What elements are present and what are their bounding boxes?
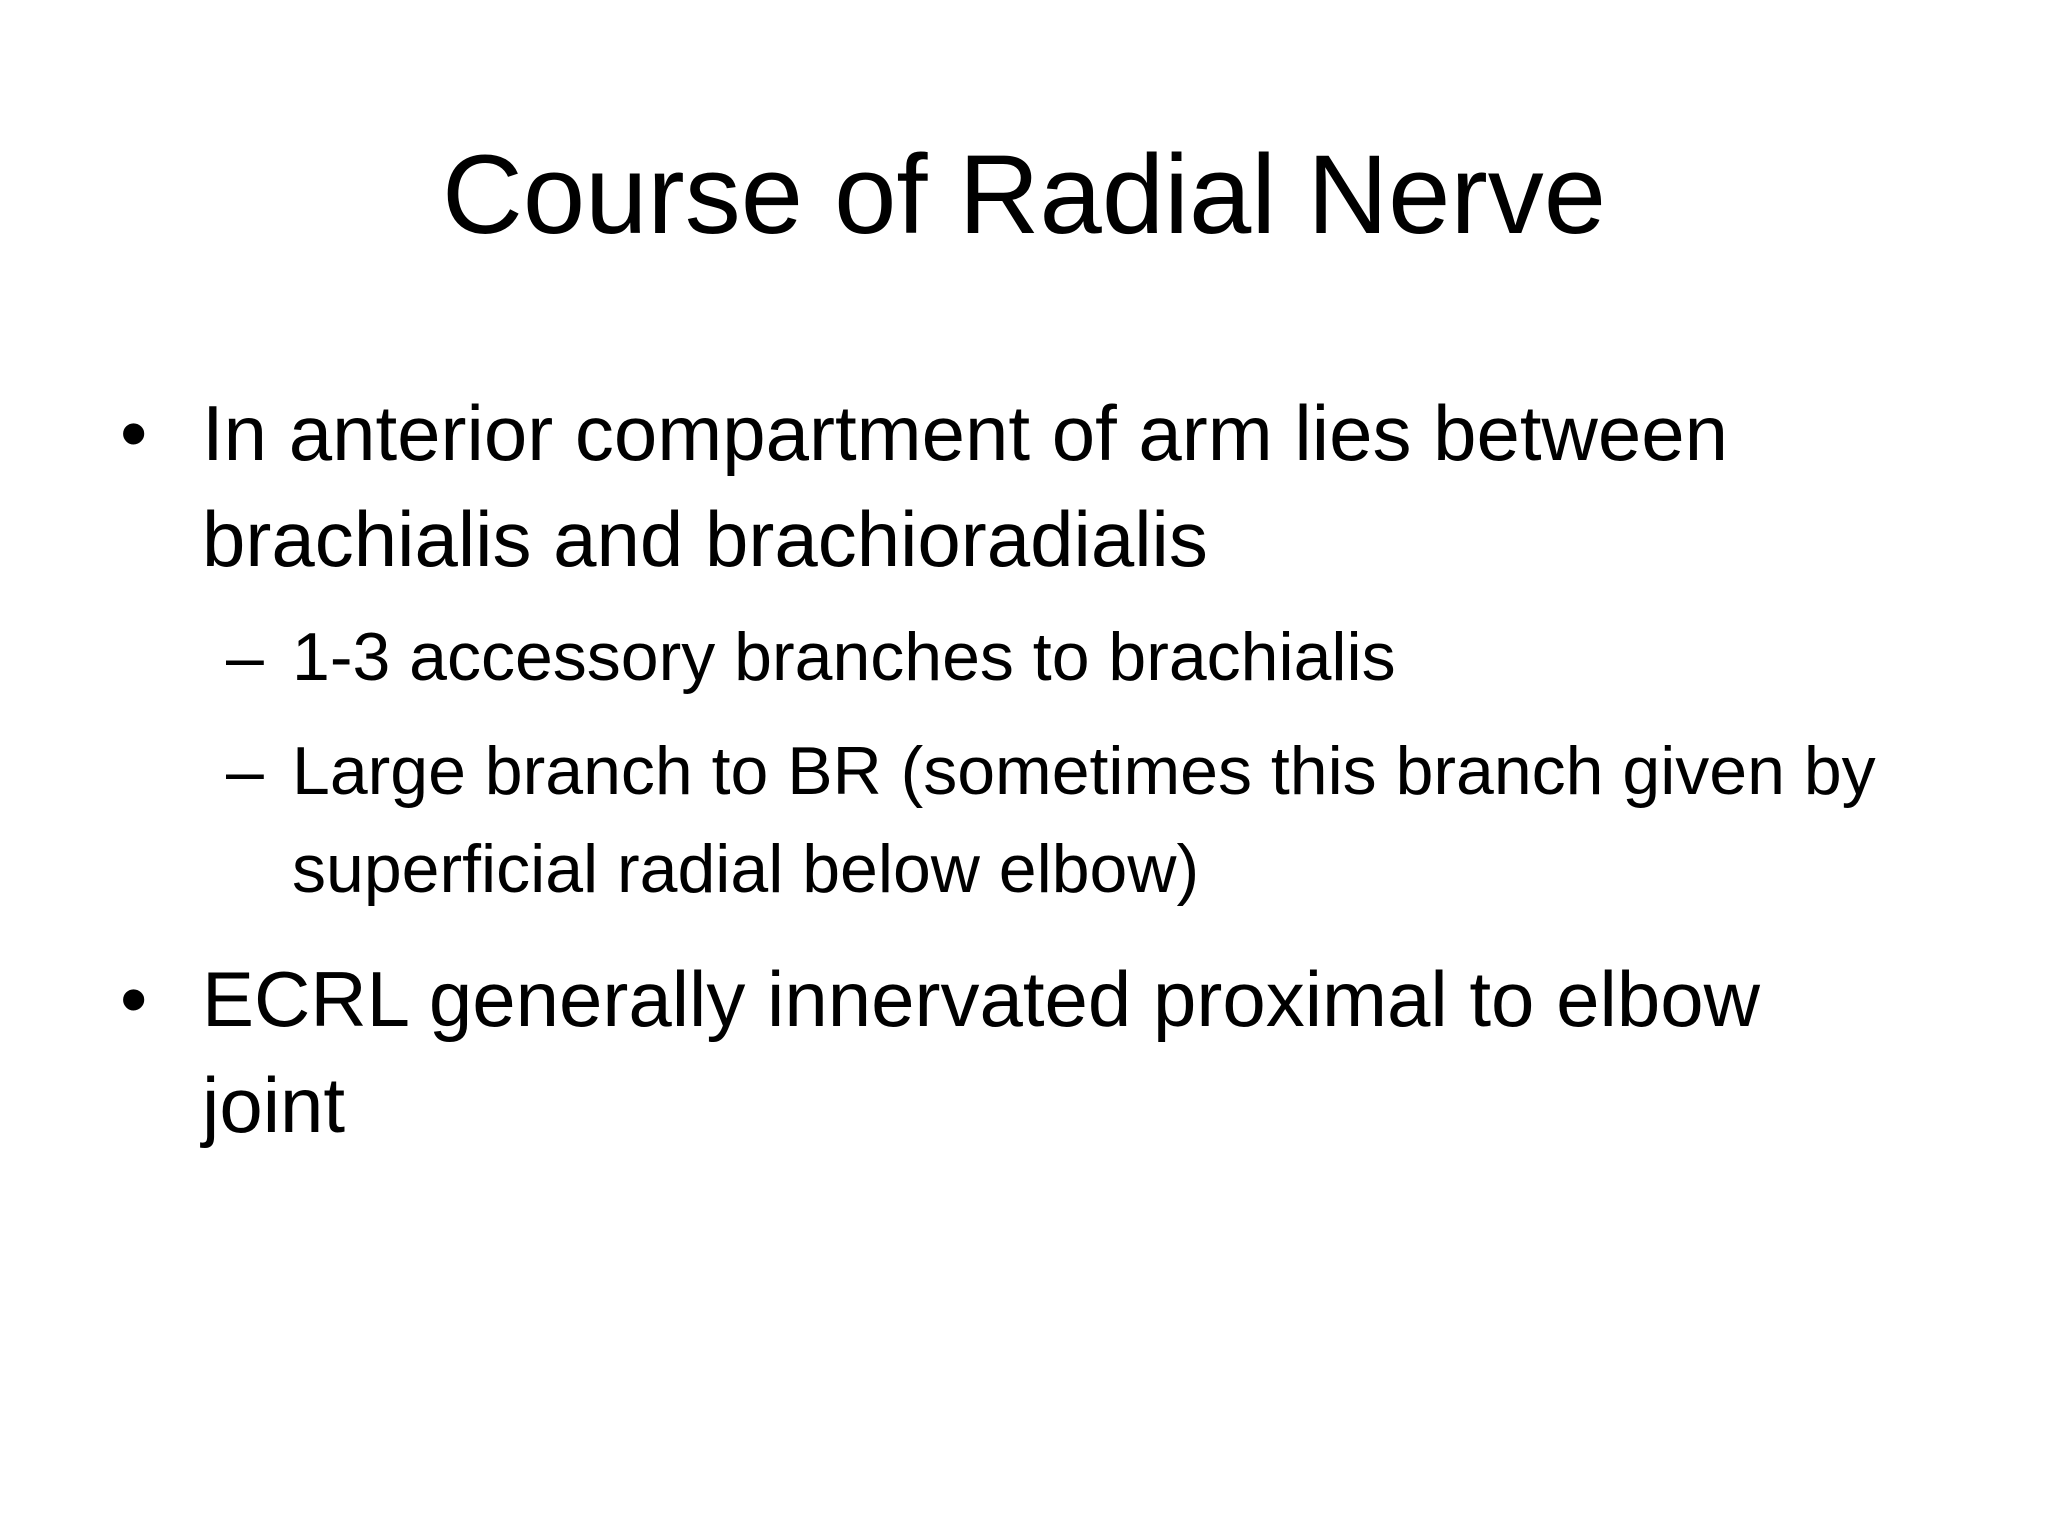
bullet-item (120, 380, 1920, 592)
bullet-text: In anterior compartment of arm lies between brachialis and brachioradialis (202, 389, 1729, 583)
bullet-item (120, 946, 1920, 1158)
dash-icon: – (226, 619, 264, 695)
bullet-icon: • (120, 955, 148, 1043)
sub-bullet-item (120, 722, 1920, 918)
sub-bullet-text: Large branch to BR (sometimes this branch given by superficial radial below elbow) (292, 733, 1876, 907)
bullet-icon: • (120, 389, 148, 477)
sub-bullet-item (120, 608, 1920, 706)
dash-icon: – (226, 733, 264, 809)
slide-body (120, 380, 1920, 1158)
slide-title: Course of Radial Nerve (441, 132, 1607, 257)
sub-bullet-text: 1-3 accessory branches to brachialis (292, 619, 1396, 695)
bullet-text: ECRL generally innervated proximal to elbow joint (202, 955, 1760, 1149)
